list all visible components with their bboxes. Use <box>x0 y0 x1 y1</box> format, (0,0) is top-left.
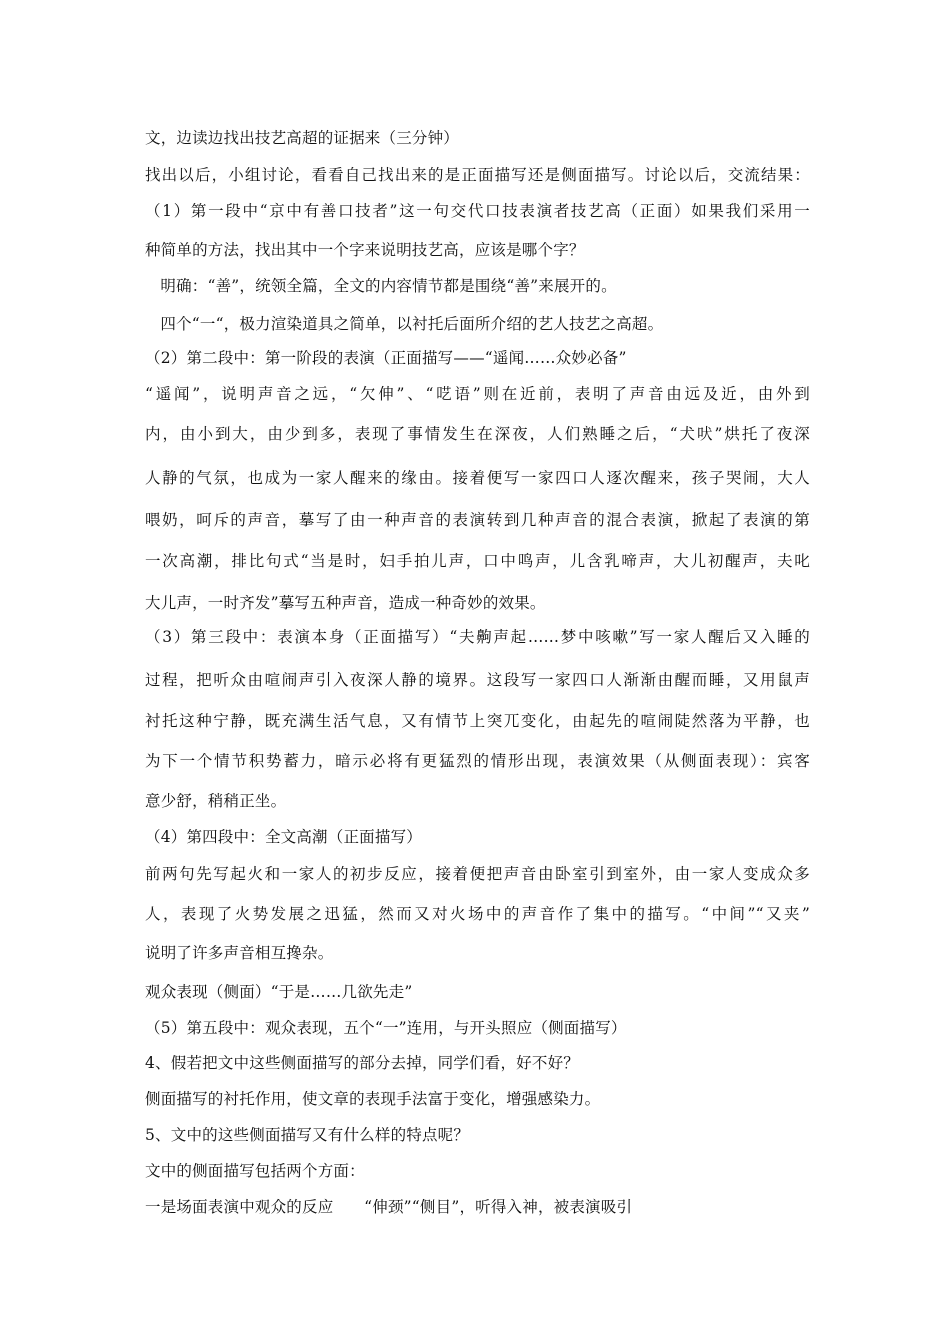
text-line-22: 说明了许多声音相互搀杂。 <box>145 944 334 962</box>
text-line-7: （2）第二段中：第一阶段的表演（正面描写——“遥闻……众妙必备” <box>145 349 627 367</box>
text-line-24: （5）第五段中：观众表现，五个“一”连用，与开头照应（侧面描写） <box>145 1019 627 1037</box>
text-line-23: 观众表现（侧面）“于是……几欲先走” <box>145 983 413 1001</box>
text-line-2: 找出以后，小组讨论，看看自己找出来的是正面描写还是侧面描写。讨论以后，交流结果： <box>145 166 810 184</box>
text-line-27: 5、文中的这些侧面描写又有什么样的特点呢？ <box>145 1126 470 1144</box>
text-line-19: （4）第四段中：全文高潮（正面描写） <box>145 828 422 846</box>
text-line-5: 明确：“善”，统领全篇，全文的内容情节都是围绕“善”来展开的。 <box>145 277 617 295</box>
text-line-21: 人，表现了火势发展之迅猛，然而又对火场中的声音作了集中的描写。“中间”“又夹” <box>145 905 810 923</box>
text-line-17: 为下一个情节积势蓄力，暗示必将有更猛烈的情形出现，表演效果（从侧面表现）：宾客 <box>145 752 810 770</box>
text-line-3: （1）第一段中“京中有善口技者”这一句交代口技表演者技艺高（正面）如果我们采用一 <box>145 202 810 220</box>
text-line-15: 过程，把听众由喧闹声引入夜深人静的境界。这段写一家四口人渐渐由醒而睡，又用鼠声 <box>145 671 810 689</box>
text-line-16: 衬托这种宁静，既充满生活气息，又有情节上突兀变化，由起先的喧闹陡然落为平静，也 <box>145 712 810 730</box>
text-line-4: 种简单的方法，找出其中一个字来说明技艺高，应该是哪个字？ <box>145 241 585 259</box>
text-line-9: 内，由小到大，由少到多，表现了事情发生在深夜，人们熟睡之后，“犬吠”烘托了夜深 <box>145 425 810 443</box>
text-line-20: 前两句先写起火和一家人的初步反应，接着便把声音由卧室引到室外，由一家人变成众多 <box>145 865 810 883</box>
text-line-12: 一次高潮，排比句式“当是时，妇手拍儿声，口中鸣声，儿含乳啼声，大儿初醒声，夫叱 <box>145 552 810 570</box>
text-line-14: （3）第三段中：表演本身（正面描写）“夫齁声起……梦中咳嗽”写一家人醒后又入睡的 <box>145 628 810 646</box>
text-line-29: 一是场面表演中观众的反应 “伸颈”“侧目”，听得入神，被表演吸引 <box>145 1198 633 1216</box>
text-line-26: 侧面描写的衬托作用，使文章的表现手法富于变化，增强感染力。 <box>145 1090 601 1108</box>
text-line-25: 4、假若把文中这些侧面描写的部分去掉，同学们看，好不好？ <box>145 1054 579 1072</box>
text-line-6: 四个“一“，极力渲染道具之简单，以衬托后面所介绍的艺人技艺之高超。 <box>145 315 664 333</box>
text-line-13: 大儿声，一时齐发”摹写五种声音，造成一种奇妙的效果。 <box>145 594 546 612</box>
text-line-8: “遥闻”，说明声音之远，“欠伸”、“呓语”则在近前，表明了声音由远及近，由外到 <box>145 385 810 403</box>
text-line-10: 人静的气氛，也成为一家人醒来的缘由。接着便写一家四口人逐次醒来，孩子哭闹，大人 <box>145 469 810 487</box>
text-line-11: 喂奶，呵斥的声音，摹写了由一种声音的表演转到几种声音的混合表演，掀起了表演的第 <box>145 511 810 529</box>
text-line-18: 意少舒，稍稍正坐。 <box>145 792 287 810</box>
text-line-28: 文中的侧面描写包括两个方面： <box>145 1162 365 1180</box>
text-line-1: 文，边读边找出技艺高超的证据来（三分钟） <box>145 129 460 147</box>
